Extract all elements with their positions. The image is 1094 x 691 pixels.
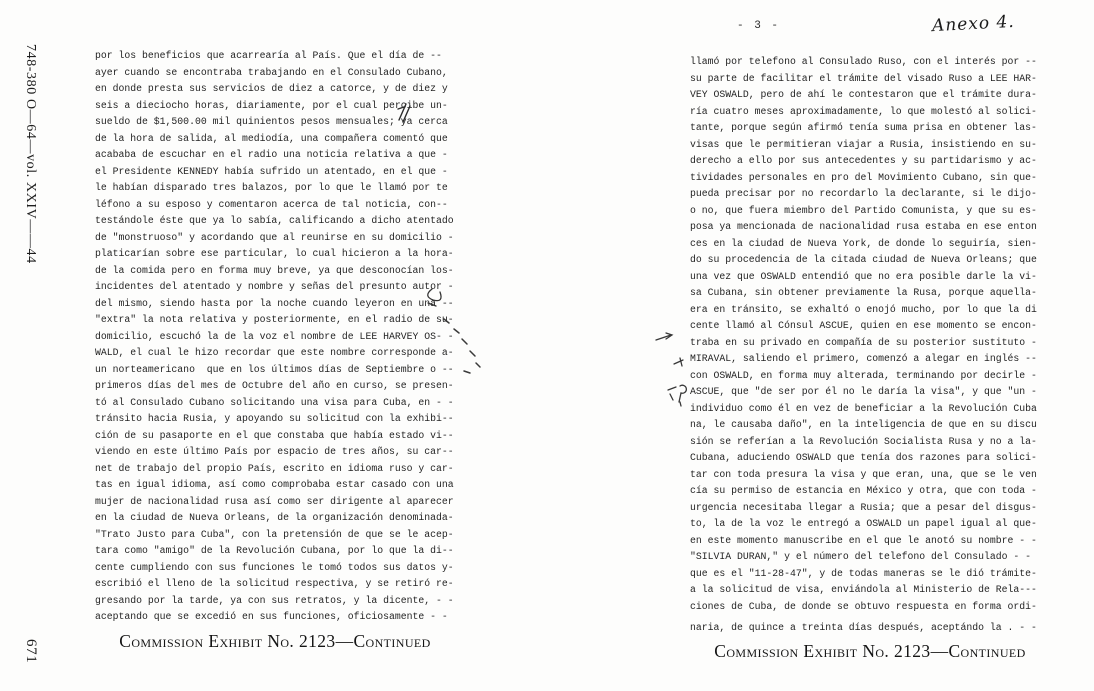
text-line: escribió el lleno de la solicitud respectiva, y se retiró re- <box>95 578 454 589</box>
text-line: llamó por telefono al Consulado Ruso, con el interés por -- <box>690 56 1037 67</box>
text-line: derecho a ello por sus antecedentes y su partidarismo y ac- <box>690 155 1037 166</box>
text-line: to, la de la voz le entregó a OSWALD un papel igual al que- <box>690 518 1037 529</box>
text-line: su parte de facilitar el trámite del visado Ruso a LEE HAR- <box>690 72 1037 84</box>
folio-page-number: 671 <box>23 639 39 664</box>
text-line: cía su permiso de estancia en México y otra, que con toda - <box>690 485 1037 496</box>
text-line: ASCUE, que "de ser por él no le daría la visa", y que "un - <box>690 386 1037 397</box>
right-page-exhibit-caption: Commission Exhibit No. 2123—Continued <box>714 641 1026 661</box>
text-line: pueda precisar por no recordarlo la declarante, si le dijo- <box>690 188 1037 199</box>
text-line: "Trato Justo para Cuba", con la pretensión de que se le acep- <box>95 528 454 540</box>
text-line: testándole éste que ya lo sabía, calificando a dicho atentado <box>95 215 454 226</box>
text-line: naria, de quince a treinta días después, aceptándo la . - - <box>690 622 1037 633</box>
text-line: tas en igual idioma, así como comprobaba estar casado con una <box>95 479 454 490</box>
text-line: tar con toda presura la visa y que eran, una, que se le ven <box>690 468 1037 480</box>
text-line: tante, porque según afirmó tenía suma prisa en obtener las- <box>690 122 1037 133</box>
text-line: del mismo, siendo hasta por la noche cuando leyeron en una -- <box>95 297 454 309</box>
left-page-exhibit-caption: Commission Exhibit No. 2123—Continued <box>119 631 431 651</box>
text-line: cente cumpliendo con sus funciones le tomó todos sus datos y- <box>95 561 454 573</box>
text-line: ces en la ciudad de Nueva York, de donde lo seguiría, sien- <box>690 237 1037 249</box>
text-line: por los beneficios que acarrearía al País. Que el día de -- <box>95 50 442 61</box>
text-line: aceptando que se excedió en sus funciones, oficiosamente - - <box>95 611 448 622</box>
text-line: o no, que fuera miembro del Partido Comunista, y que su es- <box>690 204 1037 216</box>
text-line: que es el "11-28-47", y de todas maneras se le dió trámite- <box>690 567 1037 579</box>
text-line: de "monstruoso" y acordando que al reunirse en su domicilio - <box>95 231 454 243</box>
right-page-body-text <box>690 54 1037 637</box>
text-line: gresando por la tarde, ya con sus retratos, y la dicente, - - <box>95 594 454 606</box>
text-line: léfono a su esposo y comentaron acerca de tal noticia, con-- <box>95 198 448 210</box>
text-line: VEY OSWALD, pero de ahí le contestaron que el trámite dura- <box>690 89 1037 100</box>
text-line: sión se referían a la Revolución Socialista Rusa y no a la- <box>690 435 1037 447</box>
text-line: tránsito hacia Rusia, y apoyando su solicitud con la exhibi-- <box>95 413 454 424</box>
text-line: de la comida pero en forma muy breve, ya que desconocían los- <box>95 264 454 276</box>
text-line: mujer de nacionalidad rusa así como ser dirigente al aparecer <box>95 495 454 507</box>
text-line: el Presidente KENNEDY había sufrido un atentado, en el que - <box>95 165 448 177</box>
text-line: posa ya mencionada de nacionalidad rusa estaba en ese enton <box>690 221 1037 232</box>
text-line: acababa de escuchar en el radio una noticia relativa a que - <box>95 149 448 160</box>
text-line: era en tránsito, se exhaltó o enojó mucho, por lo que la di <box>690 303 1037 315</box>
text-line: ayer cuando se encontraba trabajando en el Consulado Cubano, <box>95 66 448 78</box>
text-line: a la solicitud de visa, enviándola al Ministerio de Rela--- <box>690 584 1037 595</box>
text-line: en la ciudad de Nueva Orleans, de la organización denominada- <box>95 512 454 523</box>
text-line: visas que le permitieran viajar a Rusia, insistiendo en su- <box>690 138 1037 150</box>
text-line: tó al Consulado Cubano solicitando una visa para Cuba, en - - <box>95 396 454 408</box>
text-line: do su procedencia de la citada ciudad de Nueva Orleans; que <box>690 254 1037 265</box>
text-line: net de trabajo del propio País, escrito en idioma ruso y car- <box>95 462 454 474</box>
margin-handwritten-scribble <box>652 328 716 420</box>
text-line: Cubana, aduciendo OSWALD que tenía dos razones para solici- <box>690 452 1037 463</box>
text-line: MIRAVAL, saliendo el primero, comenzó a alegar en inglés -- <box>690 353 1037 364</box>
text-line: cente llamó al Cónsul ASCUE, quien en ese momento se encon- <box>690 320 1037 331</box>
text-line: tara como "amigo" de la Revolución Cubana, por lo que la di-- <box>95 545 454 556</box>
text-line: un norteamericano que en los últimos días de Septiembre o -- <box>95 363 454 375</box>
text-line: con OSWALD, en forma muy alterada, terminando por decirle - <box>690 369 1037 381</box>
text-line: viendo en este último País por espacio de tres años, su car-- <box>95 446 454 457</box>
text-line: sa Cubana, sin obtener previamente la Rusa, porque aquella- <box>690 287 1037 298</box>
text-line: na, le causaba daño", en la inteligencia de que en su discu <box>690 419 1037 430</box>
text-line: platicarían sobre ese particular, lo cual hicieron a la hora- <box>95 248 454 259</box>
text-line: traba en su privado en compañía de su posterior sustituto - <box>690 336 1037 348</box>
text-line: de la hora de salida, al mediodía, una compañera comentó que <box>95 132 448 144</box>
text-line: individuo como él en vez de beneficiar a la Revolución Cuba <box>690 402 1037 414</box>
text-line: en este momento manuscribe en el que le anotó su nombre - - <box>690 534 1037 546</box>
text-line: tividades personales en pro del Movimiento Cubano, sin que- <box>690 171 1037 183</box>
left-page-body-text <box>95 48 454 626</box>
spine-volume-label: 748-380 O—64—vol. XXIV——44 <box>23 44 38 264</box>
text-line: seis a dieciocho horas, diariamente, por el cual percibe un- <box>95 99 448 111</box>
text-line: sueldo de $1,500.00 mil quinientos pesos mensuales; ya cerca <box>95 116 448 127</box>
text-line: le habían disparado tres balazos, por lo que le llamó por te <box>95 182 448 193</box>
text-line: "extra" la nota relativa y posteriormente, en el radio de su- <box>95 314 454 325</box>
text-line: ciones de Cuba, de donde se obtuvo respuesta en forma ordi- <box>690 600 1037 612</box>
gutter-handwritten-scribble <box>418 275 498 415</box>
page-number-header: - 3 - <box>737 20 781 32</box>
text-line: una vez que OSWALD entendió que no era posible darle la vi- <box>690 270 1037 282</box>
handwritten-slash-mark <box>394 100 414 124</box>
text-line: urgencia necesitaba llegar a Rusia; que a pesar del disgus- <box>690 501 1037 513</box>
text-line: domicilio, escuchó la de la voz el nombre de LEE HARVEY OS- - <box>95 330 454 342</box>
text-line: ría cuatro meses aproximadamente, lo que molestó al solici- <box>690 105 1037 117</box>
text-line: primeros días del mes de Octubre del año en curso, se presen- <box>95 380 454 391</box>
text-line: "SILVIA DURAN," y el número del telefono del Consulado - - <box>690 551 1031 562</box>
handwritten-annotation: Anexo 4. <box>931 11 1016 37</box>
text-line: en donde presta sus servicios de diez a catorce, y de diez y <box>95 83 448 94</box>
text-line: ción de su pasaporte en el que constaba que había estado vi-- <box>95 429 454 441</box>
text-line: incidentes del atentado y nombre y señas del presunto autor - <box>95 281 454 292</box>
text-line: WALD, el cual le hizo recordar que este nombre corresponde a- <box>95 347 454 358</box>
